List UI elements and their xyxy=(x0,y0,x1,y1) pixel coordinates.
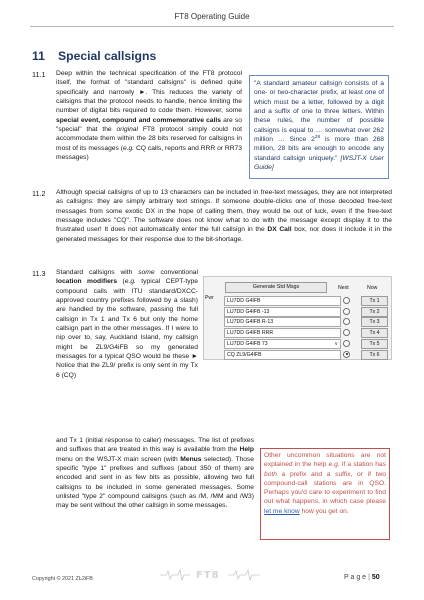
generate-std-msgs-button[interactable]: Generate Std Msgs xyxy=(225,282,327,293)
wsjtx-messages-panel xyxy=(203,276,392,360)
next-radio-button[interactable] xyxy=(343,308,350,315)
svg-text:FT8: FT8 xyxy=(196,570,220,581)
next-radio-button[interactable] xyxy=(343,329,350,336)
message-text: LU7DD G4IFB RRR xyxy=(227,330,274,337)
next-radio-button[interactable] xyxy=(343,340,350,347)
tx-button[interactable]: Tx 3 xyxy=(361,317,388,327)
message-text-field[interactable] xyxy=(224,296,341,306)
paragraph-11-2: Although special callsigns of up to 13 characters can be included in free-text messages, they are not interpreted as callsigns: they are simply arbitrary text strings. If someone double-clicks one of those decoded free-text messages from some exotic DX in the hope of calling them, they would be out of luck, even if the free-text message includes "CQ". The software does not know what to do with the message except display it to the frustrated user! It does not automatically enter the full callsign in the DX Call box, nor does it include it in the generated messages for their response due to the bit-shortage. xyxy=(56,189,392,243)
section-title: Special callsigns xyxy=(58,49,157,63)
message-row xyxy=(204,296,393,307)
paragraph-number-11-2: 11.2 xyxy=(32,189,46,198)
chevron-down-icon[interactable]: ∨ xyxy=(334,340,338,347)
message-row xyxy=(204,317,393,328)
message-row xyxy=(204,350,393,361)
tx-button[interactable]: Tx 6 xyxy=(361,350,388,360)
tx-button[interactable]: Tx 4 xyxy=(361,328,388,338)
copyright-notice: Copyright © 2021 ZL2iFB xyxy=(32,576,93,582)
running-header: FT8 Operating Guide xyxy=(174,12,250,21)
message-text: LU7DD G4IFB R-13 xyxy=(227,319,274,326)
uncommon-situations-note: Other uncommon situations are not explained in the help e.g. if a station has both a prefix and a suffix, or if two compound-call stations are in QSO. Perhaps you'd care to experiment to find out what happens, in which case please let me know how you get on. xyxy=(260,448,390,540)
message-text-field[interactable] xyxy=(224,328,341,338)
message-text-field[interactable] xyxy=(224,350,341,360)
next-radio-button[interactable] xyxy=(343,318,350,325)
section-heading xyxy=(32,49,156,63)
arrow-icon: ► xyxy=(191,353,198,361)
message-text: LU7DD G4IFB -13 xyxy=(227,308,270,315)
message-row xyxy=(204,328,393,339)
tx-button[interactable]: Tx 2 xyxy=(361,307,388,317)
next-radio-button[interactable] xyxy=(343,297,350,304)
message-text-field[interactable] xyxy=(224,307,341,317)
page-indicator: P a g e | 50 xyxy=(344,574,380,581)
message-row xyxy=(204,307,393,318)
arrow-icon: ► xyxy=(138,88,146,96)
message-text: CQ ZL9/G4IFB xyxy=(227,351,262,358)
ft8-waveform-logo xyxy=(160,566,260,582)
paragraph-number-11-3: 11.3 xyxy=(32,269,46,278)
message-row xyxy=(204,339,393,350)
page-number: 50 xyxy=(371,574,380,581)
message-text-field[interactable] xyxy=(224,339,341,349)
message-text: LU7DD G4IFB xyxy=(227,298,261,304)
message-text: LU7DD G4IFB 73 xyxy=(227,340,268,347)
tx-button[interactable]: Tx 5 xyxy=(361,339,388,349)
message-text-field[interactable] xyxy=(224,317,341,327)
pwr-label: Pwr xyxy=(205,295,214,301)
paragraph-11-1: Deep within the technical specification of the FT8 protocol itself, the format of "standard callsigns" is defined quite specifically and narrowly ►. This reduces the variety of callsigns that the protocol needs to handle, hence limiting the number of digital bits required to code them. However, some special event, compound and commemorative calls are so "special" that the original FT8 protocol simply could not accommodate them within the 28 bits reserved for callsigns in most of its messages (e.g. CQ calls, reports and RRR or RR73 messages) xyxy=(56,70,242,162)
paragraph-11-3-narrow: Standard callsigns with some conventional location modifiers (e.g. typical CEPT-type compound calls with ITU standard/DXCC-approved country prefixes followed by a slash) are handled by the software, passing the full callsign in Tx 1 and Tx 6 but only the home callsign part in the other messages. If I were to nip over to, say, Auckland Island, my callsign might be ZL9/G4iFB so my generated messages for a typical QSO would be these ► Notice that the ZL9/ prefix is only sent in my Tx 6 (CQ) xyxy=(56,269,199,379)
paragraph-11-3-wide: and Tx 1 (initial response to caller) messages. The list of prefixes and suffixes that are treated in this way is available from the Help menu on the WSJT-X main screen (with Menus selected). Those specific "type 1" prefixes and suffixes (about 350 of them) are encoded and sent in as few bits as possible, allowing two full callsigns to be included in some generated messages. Some unlisted "type 2" compound callsigns (such as /M, /MM and /W3) may be sent without the other callsign in some messages. xyxy=(56,437,254,510)
next-radio-button[interactable] xyxy=(343,351,350,358)
let-me-know-link[interactable]: let me know xyxy=(264,507,300,515)
paragraph-number-11-1: 11.1 xyxy=(32,70,46,79)
tx-button[interactable]: Tx 1 xyxy=(361,296,388,306)
callsign-definition-quote: "A standard amateur callsign consists of a one- or two-character prefix, at least one of which must be a letter, followed by a digit and a suffix of one to three letters. Within these rules, the number of possible callsigns is equal to … somewhat over 262 million … Since $2^{28}$ is more than 268 million, 28 bits are enough to encode any standard callsign uniquely." [WSJT-X User Guide] xyxy=(249,75,389,179)
next-column-header: Next xyxy=(338,285,349,291)
header-rule xyxy=(30,26,394,27)
quote-source: [WSJT-X User Guide] xyxy=(254,154,384,172)
section-number: 11 xyxy=(32,49,45,63)
now-column-header: Now xyxy=(367,285,378,291)
